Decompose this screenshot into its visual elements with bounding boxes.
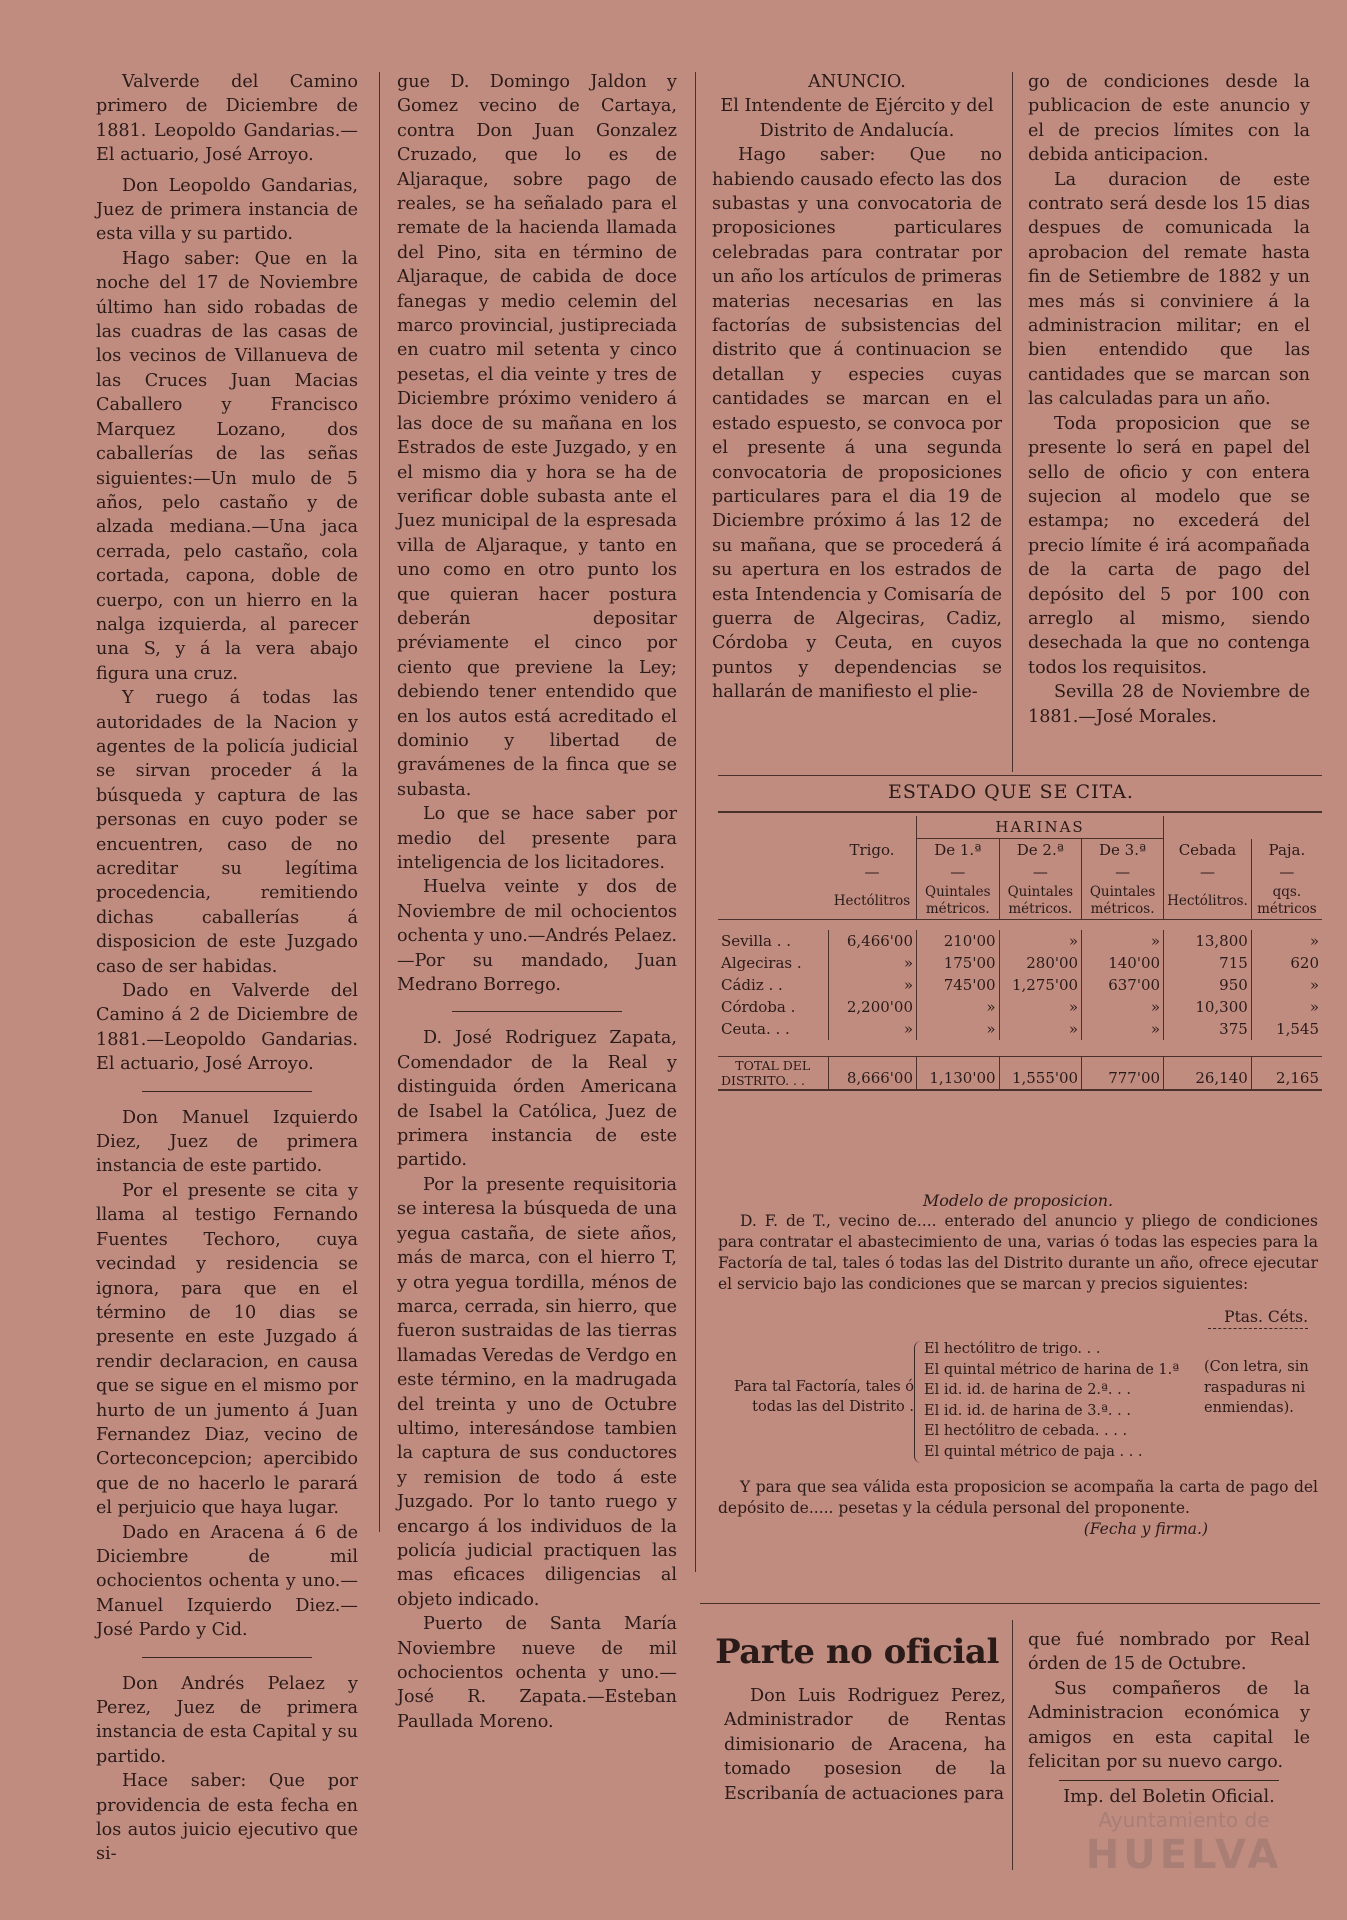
paragraph: Dado en Valverde del Camino á 2 de Diciembre de 1881.—Leopoldo Gandarias. El actuario, José Arroyo. bbox=[96, 981, 358, 1075]
paragraph: Lo que se hace saber por medio del presente para inteligencia de los licitadores. bbox=[397, 804, 677, 873]
price-item: El id. id. de harina de 2.ª. . . bbox=[924, 1382, 1131, 1398]
paragraph: go de condiciones desde la publicacion de este anuncio y el de precios límites con la debida anticipacion. bbox=[1028, 72, 1310, 166]
table-cell: » bbox=[1082, 996, 1164, 1018]
modelo-text-2: Y para que sea válida esta proposicion se acompaña la carta de pago del depósito de..... pesetas y la cédula personal del proponente. bbox=[718, 1478, 1318, 1517]
paragraph: D. José Rodriguez Zapata, Comendador de la Real y distinguida órden Americana de Isabel la Católica, Juez de primera instancia de este partido. bbox=[397, 1028, 677, 1171]
table-cell: » bbox=[917, 1018, 1000, 1040]
table-cell: » bbox=[999, 1018, 1082, 1040]
parte-column-left bbox=[724, 1684, 1006, 1806]
brace bbox=[914, 1341, 921, 1463]
paragraph: Don Leopoldo Gandarias, Juez de primera instancia de esta villa y su partido. bbox=[96, 175, 358, 245]
divider bbox=[142, 1091, 312, 1092]
total-cell: 2,165 bbox=[1276, 1069, 1319, 1087]
total-label-1: TOTAL DEL bbox=[735, 1058, 811, 1073]
table-row bbox=[718, 883, 1322, 920]
total-cell: 26,140 bbox=[1164, 1057, 1252, 1091]
watermark-line2: HUELVA bbox=[1085, 1832, 1283, 1878]
paragraph: Don Luis Rodriguez Perez, Administrador de Rentas dimisionario de Aracena, ha tomado posesion de la Escribanía de actuaciones para bbox=[724, 1686, 1006, 1804]
total-cell: 1,555'00 bbox=[999, 1057, 1082, 1091]
column-rule bbox=[379, 72, 380, 1532]
table-cell: 620 bbox=[1290, 954, 1319, 972]
table-cell: » bbox=[1309, 976, 1319, 994]
estado-title: ESTADO QUE SE CITA. bbox=[888, 781, 1134, 803]
imprint: Imp. del Boletin Oficial. bbox=[1063, 1787, 1275, 1808]
table-cell: » bbox=[828, 952, 917, 974]
table-cell: » bbox=[999, 996, 1082, 1018]
table-cell: 637'00 bbox=[1082, 974, 1164, 996]
divider bbox=[452, 1011, 622, 1012]
section-rule bbox=[700, 1603, 1320, 1604]
table-cell: 1,545 bbox=[1276, 1020, 1319, 1038]
table-row bbox=[718, 930, 1322, 952]
paragraph: Toda proposicion que se presente lo será en papel del sello de oficio y con entera sujecion al modelo que se estampa; no excederá del precio límite é irá acompañada de la carta de pago del depósito del 5 por 100 con arreglo al mismo, siendo desechada la que no contenga todos los requisitos. bbox=[1028, 413, 1310, 678]
table-cell: 280'00 bbox=[999, 952, 1082, 974]
imprint-rule bbox=[1059, 1780, 1279, 1781]
paragraph: El Intendente de Ejército y del Distrito de Andalucía. bbox=[720, 96, 994, 141]
table-cell: 745'00 bbox=[917, 974, 1000, 996]
fecha-firma: (Fecha y firma.) bbox=[1083, 1520, 1208, 1538]
paragraph: Sus compañeros de la Administracion económica y amigos en esta capital le felicitan por su nuevo cargo. bbox=[1028, 1678, 1310, 1773]
table-cell: 2,200'00 bbox=[828, 996, 917, 1018]
paragraph: Don Manuel Izquierdo Diez, Juez de primera instancia de este partido. bbox=[96, 1107, 358, 1177]
estado-table bbox=[718, 816, 1322, 1091]
unit-header: Hectólitros. bbox=[1164, 883, 1252, 920]
table-row bbox=[718, 952, 1322, 974]
column-rule bbox=[1012, 1620, 1013, 1870]
col-header: Trigo. bbox=[849, 840, 895, 859]
col-header: De 3.ª bbox=[1082, 839, 1164, 862]
anuncio-heading: ANUNCIO. bbox=[808, 72, 906, 92]
paragraph: Y ruego á todas las autoridades de la Nacion y agentes de la policía judicial se sirvan proceder á la búsqueda y captura de las personas en cuyo poder se encuentren, caso de no acreditar su legítima procedencia, remitiendo dichas caballerías á disposicion de este Juzgado caso de ser habidas. bbox=[96, 688, 358, 977]
price-list bbox=[718, 1335, 1318, 1477]
table-cell: » bbox=[828, 974, 917, 996]
total-label bbox=[718, 1057, 828, 1091]
paragraph: Sevilla 28 de Noviembre de 1881.—José Morales. bbox=[1028, 682, 1310, 727]
column-4 bbox=[1028, 70, 1310, 729]
modelo-text: D. F. de T., vecino de.... enterado del anuncio y pliego de condiciones para contratar el abastecimiento de una, varias ó todas las especies para la Factoría de tal, tales ó todas las del Distrito durante un año, ofrece ejecutar el servicio bajo las condiciones que se marcan y precios siguientes: bbox=[718, 1212, 1318, 1293]
col-header: De 1.ª bbox=[917, 839, 1000, 862]
unit-header: Hectólitros bbox=[833, 892, 911, 909]
paragraph: Valverde del Camino primero de Diciembre de 1881. Leopoldo Gandarias.—El actuario, José Arroyo. bbox=[96, 72, 358, 166]
column-rule bbox=[695, 72, 696, 1572]
paragraph: La duracion de este contrato será desde los 15 dias despues de comunicada la aprobacion del remate hasta fin de Setiembre de 1882 y un mes más si conviniere á la administracion militar; en el bien entendido que las cantidades que se marcan son las calculadas para un año. bbox=[1028, 169, 1310, 410]
paragraph: Puerto de Santa María Noviembre nueve de mil ochocientos ochenta y uno.—José R. Zapata.—Esteban Paullada Moreno. bbox=[397, 1614, 677, 1732]
total-cell: 777'00 bbox=[1082, 1057, 1164, 1091]
row-label: Ceuta. . . bbox=[721, 1020, 790, 1038]
price-item: El id. id. de harina de 3.ª. . . bbox=[924, 1402, 1131, 1419]
table-cell: 6,466'00 bbox=[828, 930, 917, 952]
table-cell: » bbox=[1309, 998, 1319, 1016]
table-row bbox=[718, 974, 1322, 996]
price-item: El hectólitro de trigo. . . bbox=[924, 1341, 1101, 1357]
table-row bbox=[718, 1018, 1322, 1040]
row-label: Algeciras . bbox=[721, 954, 802, 972]
divider bbox=[142, 1657, 312, 1658]
table-row: — — — — — — bbox=[864, 863, 1295, 881]
table-cell: 140'00 bbox=[1082, 952, 1164, 974]
total-label-2: DISTRITO. . . bbox=[721, 1073, 805, 1088]
price-item: El quintal métrico de paja . . . bbox=[924, 1443, 1143, 1460]
col-header: Paja. bbox=[1268, 840, 1306, 859]
paragraph: Huelva veinte y dos de Noviembre de mil ochocientos ochenta y uno.—Andrés Pelaez.—Por su mandado, Juan Medrano Borrego. bbox=[397, 877, 677, 996]
row-label: Sevilla . . bbox=[721, 932, 792, 950]
row-label: Cádiz . . bbox=[721, 976, 783, 994]
paragraph: Hace saber: Que por providencia de esta fecha en los autos juicio ejecutivo que si- bbox=[96, 1771, 358, 1865]
row-label: Córdoba . bbox=[721, 998, 796, 1016]
table-cell: 950 bbox=[1164, 974, 1252, 996]
watermark bbox=[1064, 1808, 1304, 1878]
parte-no-oficial-title: Parte no oficial bbox=[715, 1632, 999, 1672]
column-2 bbox=[397, 70, 677, 1734]
column-3 bbox=[712, 70, 1002, 705]
paragraph: Por el presente se cita y llama al testigo Fernando Fuentes Techoro, cuya vecindad y residencia se ignora, para que en el término de 10 dias se presente en este Juzgado á rendir declaracion, en causa que se sigue en el mismo por hurto de un jumento á Juan Fernandez Diaz, vecino de Corteconcepcion; apercibido que de no hacerlo le parará el perjuicio que haya lugar. bbox=[96, 1180, 358, 1519]
table-row bbox=[718, 996, 1322, 1018]
table-rule bbox=[718, 811, 1322, 813]
unit-header: Quintales métricos. bbox=[917, 883, 1000, 920]
table-cell: » bbox=[1309, 932, 1319, 950]
parte-column-right bbox=[1028, 1628, 1310, 1810]
harinas-header: HARINAS bbox=[917, 816, 1164, 839]
table-cell: 375 bbox=[1164, 1018, 1252, 1040]
table-cell: » bbox=[999, 930, 1082, 952]
price-item: El hectólitro de cebada. . . . bbox=[924, 1423, 1128, 1439]
table-cell: 1,275'00 bbox=[999, 974, 1082, 996]
total-cell: 8,666'00 bbox=[828, 1057, 917, 1091]
column-1 bbox=[96, 70, 358, 1867]
price-item: El quintal métrico de harina de 1.ª bbox=[924, 1361, 1180, 1378]
table-rule bbox=[718, 775, 1322, 776]
paragraph: Don Andrés Pelaez y Perez, Juez de primera instancia de esta Capital y su partido. bbox=[96, 1673, 358, 1767]
unit-header: Quintales métricos. bbox=[999, 883, 1082, 920]
price-items bbox=[924, 1339, 1184, 1462]
unit-header: qqs. métricos bbox=[1257, 884, 1317, 917]
table-cell: » bbox=[1082, 930, 1164, 952]
paragraph: Hago saber: Que no habiendo causado efecto las dos subastas y una convocatoria de proposiciones particulares celebradas para contratar por un año los artículos de primeras materias necesarias en las factorías de subsistencias del distrito que á continuacion se detallan y especies cuyas cantidades se marcan en el estado espuesto, se convoca por el presente á una segunda convocatoria de proposiciones particulares para el dia 19 de Diciembre próximo á las 12 de su mañana, que se procederá á su apertura en los estrados de esta Intendencia y Comisaría de guerra de Algeciras, Cadiz, Córdoba y Ceuta, en cuyos puntos y dependencias se hallarán de manifiesto el plie- bbox=[712, 145, 1002, 703]
table-cell: » bbox=[917, 996, 1000, 1018]
table-row bbox=[718, 1057, 1322, 1091]
col-header: Cebada bbox=[1164, 839, 1252, 862]
modelo-title: Modelo de proposicion. bbox=[922, 1191, 1114, 1210]
column-rule bbox=[1012, 72, 1013, 772]
paragraph: que fué nombrado por Real órden de 15 de Octubre. bbox=[1028, 1630, 1310, 1675]
modelo-section bbox=[718, 1190, 1318, 1540]
table-cell: 175'00 bbox=[917, 952, 1000, 974]
paragraph: gue D. Domingo Jaldon y Gomez vecino de Cartaya, contra Don Juan Gonzalez Cruzado, que lo es de Aljaraque, sobre pago de reales, se ha señalado para el remate de la hacienda llamada del Pino, sita en término de Aljaraque, de cabida de doce fanegas y medio celemin del marco provincial, justipreciada en cuatro mil setenta y cinco pesetas, el dia veinte y tres de Diciembre próximo venidero á las doce de su mañana en los Estrados de este Juzgado, y en el mismo dia y hora se ha de verificar doble subasta ante el Juez municipal de la espresada villa de Aljaraque, y tanto en uno como en otro punto los que quieran hacer postura deberán depositar préviamente el cinco por ciento que previene la Ley; debiendo tener entendido que en los autos está acreditado el dominio y libertad de gravámenes de la finca que se subasta. bbox=[397, 72, 677, 800]
table-cell: 715 bbox=[1164, 952, 1252, 974]
paragraph: Dado en Aracena á 6 de Diciembre de mil ochocientos ochenta y uno.—Manuel Izquierdo Diez.—José Pardo y Cid. bbox=[96, 1522, 358, 1641]
table-cell: 13,800 bbox=[1164, 930, 1252, 952]
table-row bbox=[718, 839, 1322, 862]
brace-label: Para tal Factoría, tales ó todas las del Distrito . bbox=[734, 1379, 914, 1415]
ptas-rule bbox=[1208, 1328, 1308, 1335]
ptas-header: Ptas. Céts. bbox=[1224, 1308, 1308, 1326]
table-cell: 210'00 bbox=[917, 930, 1000, 952]
table-cell: » bbox=[828, 1018, 917, 1040]
right-note: (Con letra, sin raspaduras ni enmiendas). bbox=[1204, 1359, 1309, 1416]
total-cell: 1,130'00 bbox=[917, 1057, 1000, 1091]
watermark-line1: Ayuntamiento de bbox=[1098, 1808, 1270, 1832]
unit-header: Quintales métricos. bbox=[1082, 883, 1164, 920]
paragraph: Hago saber: Que en la noche del 17 de Noviembre último han sido robadas de las cuadras de las casas de los vecinos de Villanueva de las Cruces Juan Macias Caballero y Francisco Marquez Lozano, dos caballerías de las señas siguientes:—Un mulo de 5 años, pelo castaño y de alzada mediana.—Una jaca cerrada, pelo castaño, cola cortada, capona, doble de cuerpo, con un hierro en la nalga izquierda, al parecer una S, y á la vera abajo figura una cruz. bbox=[96, 248, 358, 684]
table-cell: » bbox=[1082, 1018, 1164, 1040]
col-header: De 2.ª bbox=[999, 839, 1082, 862]
paragraph: Por la presente requisitoria se interesa la búsqueda de una yegua castaña, de siete años, más de marca, con el hierro T, y otra yegua tordilla, ménos de marca, cerrada, sin hierro, que fueron sustraidas de las tierras llamadas Veredas de Verdgo en este término, en la madrugada del treinta y uno de Octubre ultimo, interesándose tambien la captura de sus conductores y remision de todo á este Juzgado. Por lo tanto ruego y encargo á los individuos de la policía judicial practiquen las mas eficaces diligencias al objeto indicado. bbox=[397, 1174, 677, 1610]
table-cell: 10,300 bbox=[1164, 996, 1252, 1018]
table-row bbox=[718, 816, 1322, 839]
